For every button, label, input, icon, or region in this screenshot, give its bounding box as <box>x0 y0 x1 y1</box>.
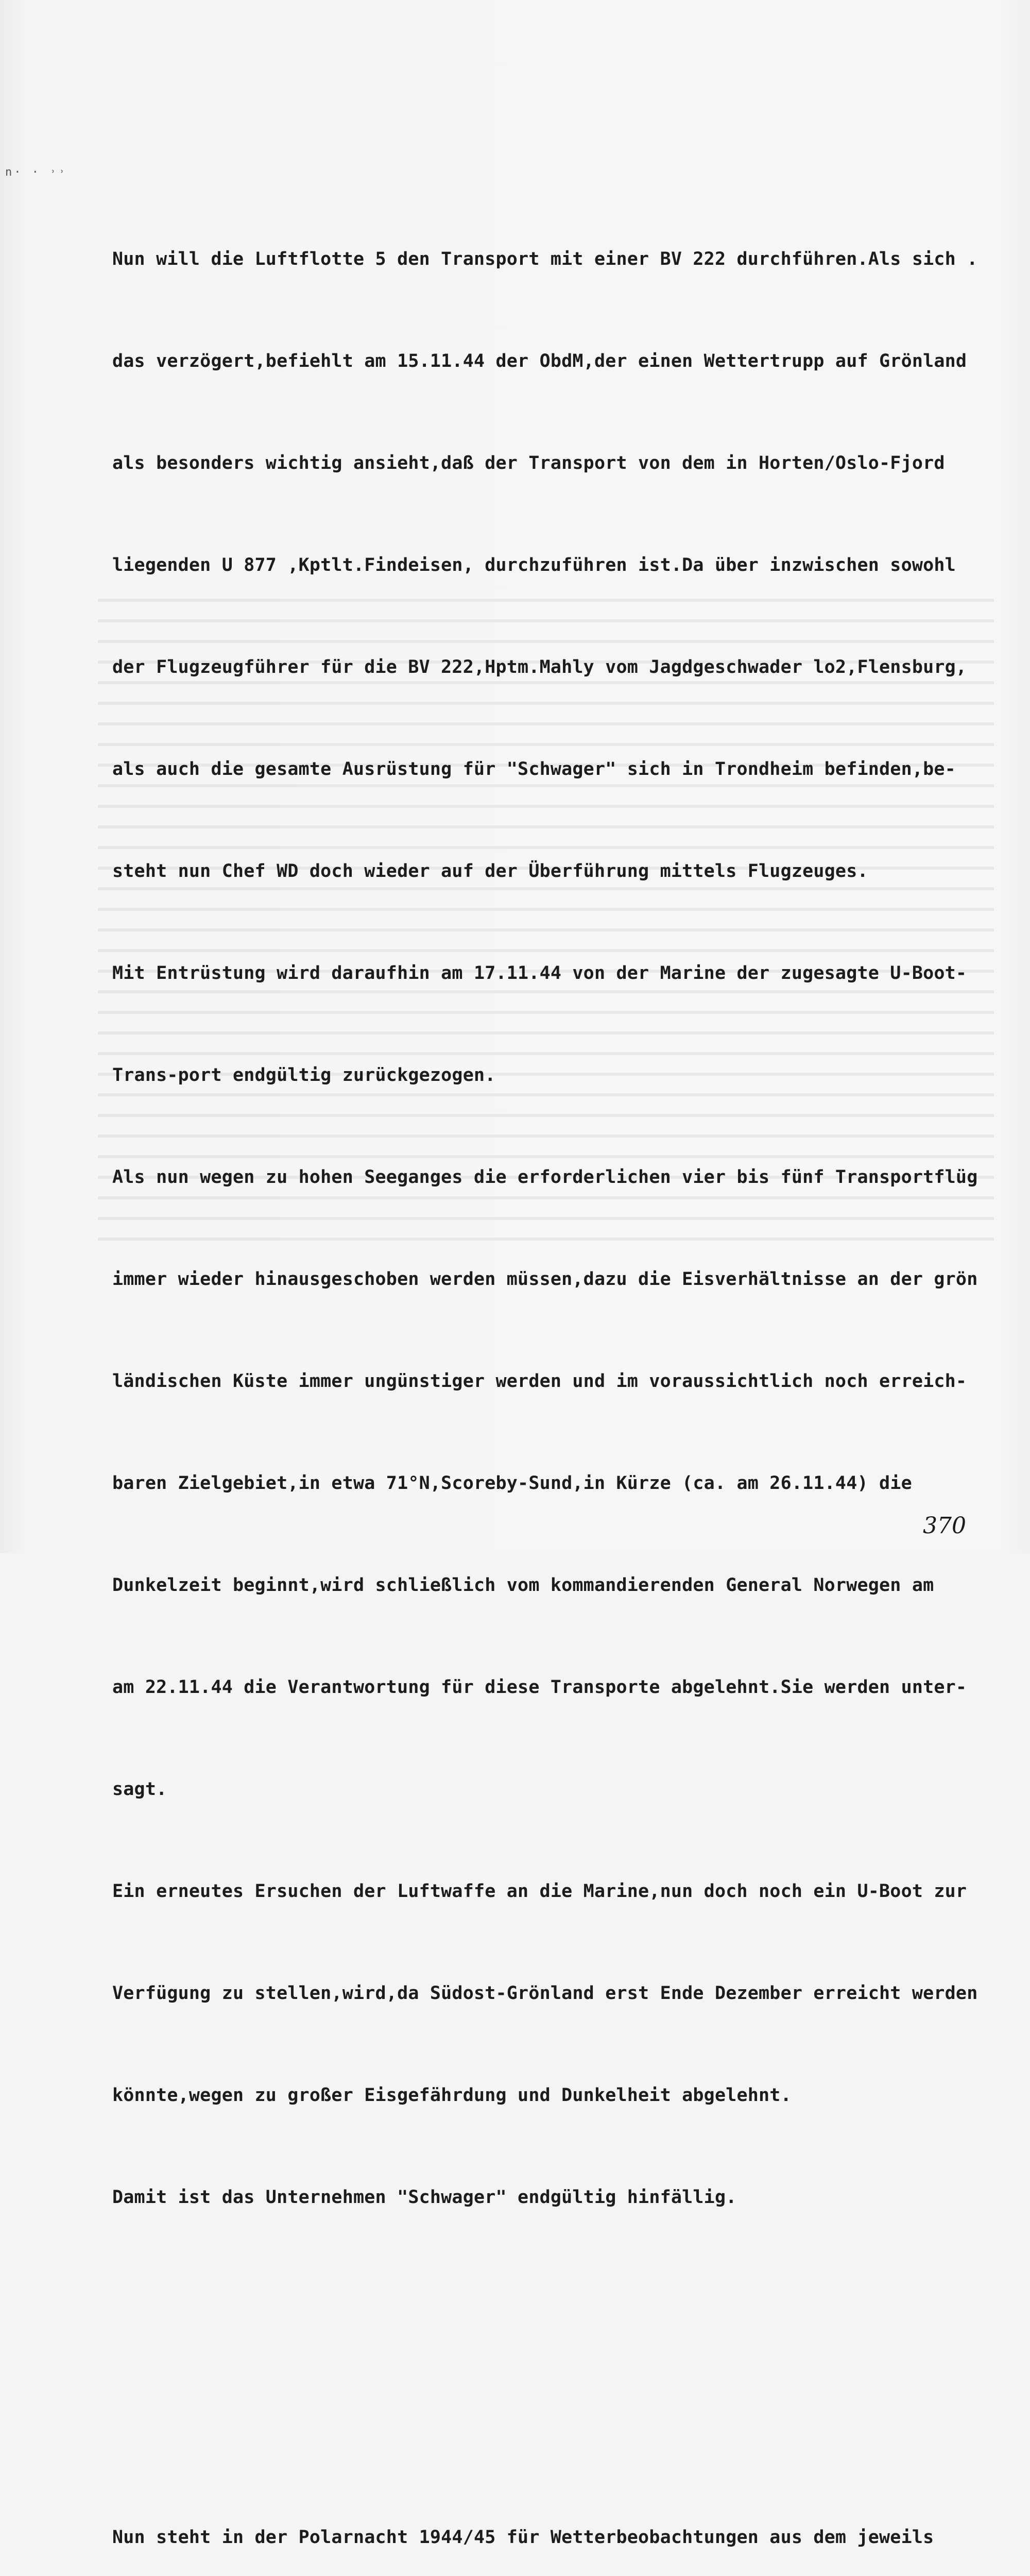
text-line: steht nun Chef WD doch wieder auf der Überführung mittels Flugzeuges. <box>112 861 868 882</box>
body-text <box>112 106 1008 2576</box>
text-line: als besonders wichtig ansieht,daß der Transport von dem in Horten/Oslo-Fjord <box>112 453 945 473</box>
text-line: Nun will die Luftflotte 5 den Transport mit einer BV 222 durchführen.Als sich . <box>112 249 978 269</box>
text-line: ländischen Küste immer ungünstiger werden und im voraussichtlich noch erreich- <box>112 1371 967 1392</box>
text-line: als auch die gesamte Ausrüstung für "Schwager" sich in Trondheim befinden,be- <box>112 759 956 779</box>
text-line: Dunkelzeit beginnt,wird schließlich vom kommandierenden General Norwegen am <box>112 1575 934 1596</box>
text-line: Mit Entrüstung wird daraufhin am 17.11.44 von der Marine der zugesagte U-Boot- <box>112 963 967 984</box>
text-line: Trans-port endgültig zurückgezogen. <box>112 1065 496 1086</box>
text-line: könnte,wegen zu großer Eisgefährdung und Dunkelheit abgelehnt. <box>112 2085 792 2106</box>
page-number: 370 <box>923 1513 966 1539</box>
text-line: das verzögert,befiehlt am 15.11.44 der ObdM,der einen Wettertrupp auf Grönland <box>112 351 967 371</box>
text-line: Nun steht in der Polarnacht 1944/45 für Wetterbeobachtungen aus dem jeweils <box>112 2527 934 2548</box>
text-line: der Flugzeugführer für die BV 222,Hptm.Mahly vom Jagdgeschwader lo2,Flensburg, <box>112 657 967 677</box>
paragraph-1 <box>112 174 1008 2282</box>
text-line: Verfügung zu stellen,wird,da Südost-Grönland erst Ende Dezember erreicht werden <box>112 1983 978 2004</box>
text-line: Als nun wegen zu hohen Seeganges die erforderlichen vier bis fünf Transportflüg <box>112 1167 978 1188</box>
paragraph-2 <box>112 2452 1008 2576</box>
text-line: Ein erneutes Ersuchen der Luftwaffe an die Marine,nun doch noch ein U-Boot zur <box>112 1881 967 1902</box>
margin-mark: n· · ˒˒ <box>5 166 67 179</box>
text-line: Damit ist das Unternehmen "Schwager" endgültig hinfällig. <box>112 2187 737 2208</box>
text-line: liegenden U 877 ,Kptlt.Findeisen, durchzuführen ist.Da über inzwischen sowohl <box>112 555 956 575</box>
text-line: baren Zielgebiet,in etwa 71°N,Scoreby-Sund,in Kürze (ca. am 26.11.44) die <box>112 1473 912 1494</box>
text-line: am 22.11.44 die Verantwortung für diese Transporte abgelehnt.Sie werden unter- <box>112 1677 967 1698</box>
text-line: sagt. <box>112 1779 167 1800</box>
paragraph-gap <box>112 2350 1008 2384</box>
text-line: immer wieder hinausgeschoben werden müssen,dazu die Eisverhältnisse an der grön <box>112 1269 978 1290</box>
